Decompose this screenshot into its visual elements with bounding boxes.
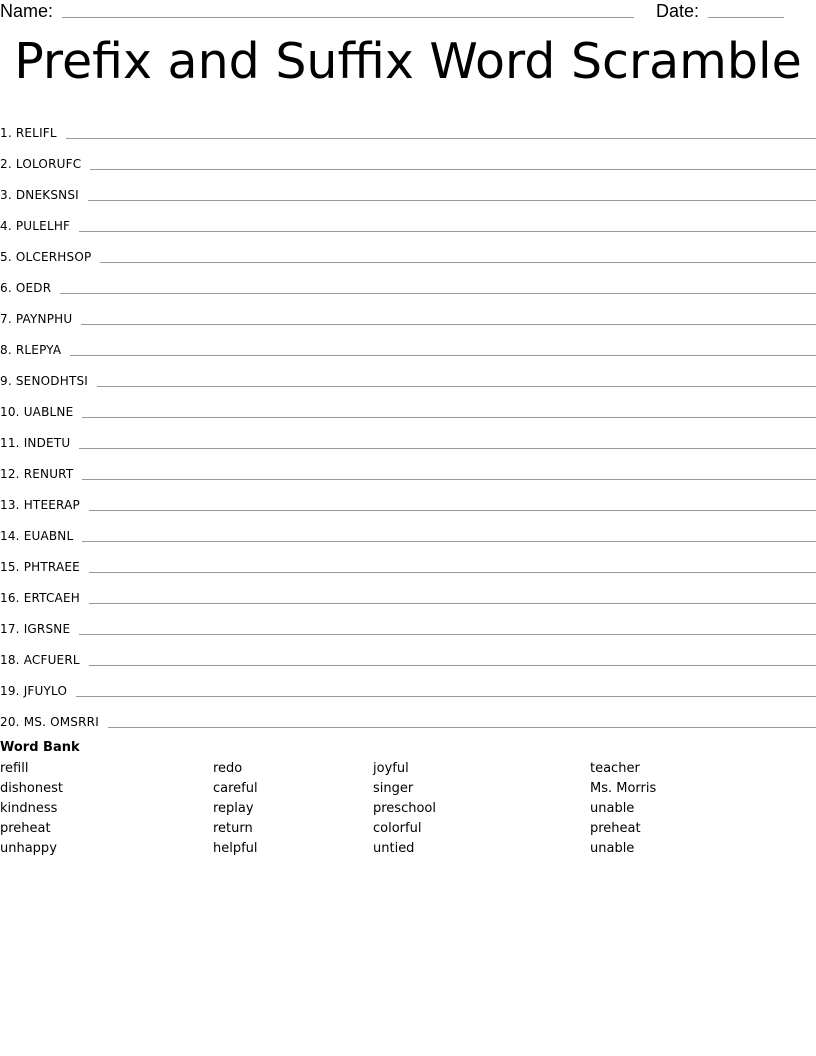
scrambled-word: 7. PAYNPHU (0, 312, 73, 326)
word-bank-item: preschool (373, 801, 436, 816)
scrambled-word: 18. ACFUERL (0, 653, 80, 667)
scrambled-word: 8. RLEPYA (0, 343, 62, 357)
question-row (0, 390, 816, 421)
scrambled-word: 2. LOLORUFC (0, 157, 82, 171)
question-row (0, 421, 816, 452)
word-bank-item: redo (213, 761, 243, 776)
answer-line[interactable] (82, 479, 816, 480)
question-row (0, 235, 816, 266)
word-bank-item: replay (213, 801, 254, 816)
question-row (0, 111, 816, 142)
word-bank-item: untied (373, 841, 415, 856)
scrambled-word: 15. PHTRAEE (0, 560, 80, 574)
scrambled-word: 9. SENODHTSI (0, 374, 89, 388)
scrambled-word: 6. OEDR (0, 281, 52, 295)
scrambled-word: 13. HTEERAP (0, 498, 80, 512)
answer-line[interactable] (79, 448, 816, 449)
scrambled-word: 1. RELIFL (0, 126, 57, 140)
question-row (0, 576, 816, 607)
answer-line[interactable] (89, 510, 816, 511)
answer-line[interactable] (82, 541, 816, 542)
scrambled-word: 4. PULELHF (0, 219, 71, 233)
answer-line[interactable] (90, 169, 816, 170)
word-bank-item: refill (0, 761, 29, 776)
answer-line[interactable] (89, 665, 816, 666)
scrambled-word: 16. ERTCAEH (0, 591, 80, 605)
answer-line[interactable] (60, 293, 816, 294)
word-bank-item: unable (590, 841, 635, 856)
name-field[interactable] (62, 17, 634, 18)
scrambled-word: 5. OLCERHSOP (0, 250, 92, 264)
scrambled-word: 17. IGRSNE (0, 622, 71, 636)
question-row (0, 328, 816, 359)
question-row (0, 607, 816, 638)
date-label: Date: (656, 1, 700, 21)
word-bank-item: colorful (373, 821, 422, 836)
scrambled-word: 19. JFUYLO (0, 684, 68, 698)
answer-line[interactable] (70, 355, 816, 356)
word-bank-item: kindness (0, 801, 58, 816)
scrambled-word: 14. EUABNL (0, 529, 74, 543)
word-bank-item: singer (373, 781, 414, 796)
word-bank-item: unhappy (0, 841, 57, 856)
answer-line[interactable] (89, 603, 816, 604)
answer-line[interactable] (79, 634, 816, 635)
question-row (0, 359, 816, 390)
question-row (0, 142, 816, 173)
answer-line[interactable] (97, 386, 816, 387)
answer-line[interactable] (89, 572, 816, 573)
word-bank-item: preheat (590, 821, 641, 836)
answer-line[interactable] (82, 417, 816, 418)
question-row (0, 700, 816, 731)
word-bank-title: Word Bank (0, 740, 80, 755)
scrambled-word: 3. DNEKSNSI (0, 188, 79, 202)
question-row (0, 638, 816, 669)
scrambled-word: 11. INDETU (0, 436, 71, 450)
name-label: Name: (0, 1, 54, 21)
question-row (0, 483, 816, 514)
word-bank-item: Ms. Morris (590, 781, 657, 796)
question-row (0, 204, 816, 235)
question-row (0, 669, 816, 700)
scrambled-word: 20. MS. OMSRRI (0, 715, 99, 729)
word-bank-column (373, 759, 436, 859)
question-row (0, 545, 816, 576)
word-bank-item: careful (213, 781, 258, 796)
answer-line[interactable] (66, 138, 816, 139)
word-bank-item: joyful (373, 761, 409, 776)
question-row (0, 297, 816, 328)
question-row (0, 514, 816, 545)
scrambled-word: 12. RENURT (0, 467, 74, 481)
word-bank-column (0, 759, 63, 859)
word-bank-item: unable (590, 801, 635, 816)
page-title: Prefix and Suffix Word Scramble (14, 33, 802, 90)
question-row (0, 266, 816, 297)
answer-line[interactable] (100, 262, 816, 263)
answer-line[interactable] (108, 727, 816, 728)
word-bank-item: preheat (0, 821, 51, 836)
word-bank-column (590, 759, 656, 859)
answer-line[interactable] (88, 200, 816, 201)
question-row (0, 173, 816, 204)
answer-line[interactable] (79, 231, 816, 232)
answer-line[interactable] (76, 696, 816, 697)
answer-line[interactable] (81, 324, 816, 325)
word-bank-item: teacher (590, 761, 640, 776)
word-bank-item: helpful (213, 841, 258, 856)
student-info-header (0, 0, 816, 24)
date-field[interactable] (708, 17, 784, 18)
question-row (0, 452, 816, 483)
word-bank-column (213, 759, 258, 859)
scrambled-word: 10. UABLNE (0, 405, 74, 419)
word-bank-item: return (213, 821, 253, 836)
word-bank-item: dishonest (0, 781, 63, 796)
